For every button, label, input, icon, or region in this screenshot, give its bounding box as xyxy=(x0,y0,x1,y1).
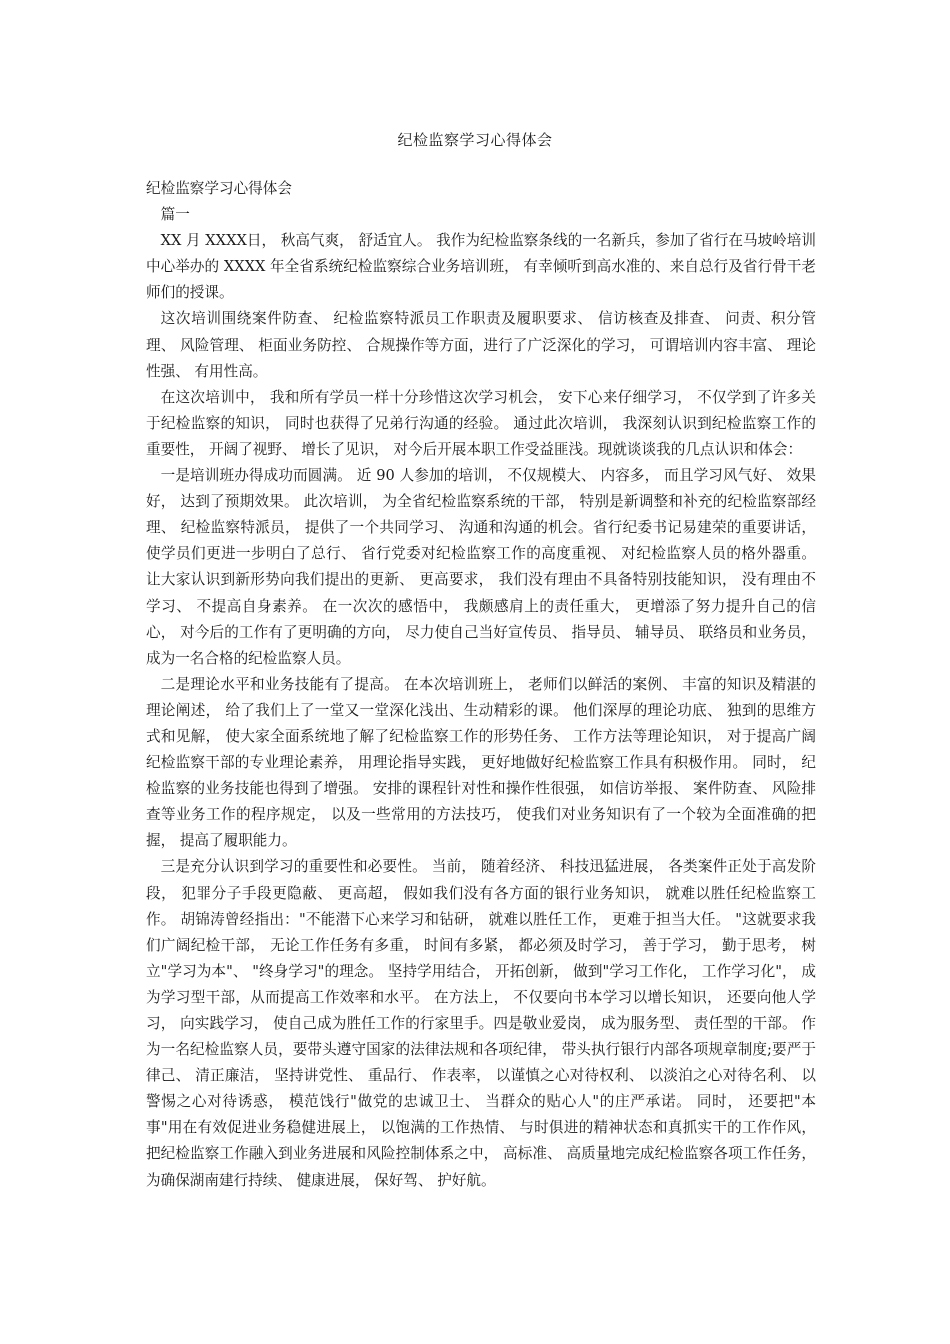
paragraph: XX 月 XXXX日， 秋高气爽， 舒适宜人。 我作为纪检监察条线的一名新兵，参加了省行在马坡岭培训中心举办的 XXXX 年全省系统纪检监察综合业务培训班， 有幸倾听到高水准的、来自总行及省行骨干老师们的授课。 xyxy=(146,232,816,302)
paragraph: 二是理论水平和业务技能有了提高。 在本次培训班上， 老师们以鲜活的案例、 丰富的知识及精湛的理论阐述， 给了我们上了一堂又一堂深化浅出、生动精彩的课。 他们深厚的理论功底、 独到的思维方式和见解， 使大家全面系统地了解了纪检监察工作的形势任务、 工作方法等理论知识， 对于提高广阔纪检监察干部的专业理论素养， 用理论指导实践， 更好地做好纪检监察工作具有积极作用。 同时， 纪检监察的业务技能也得到了增强。 安排的课程针对性和操作性很强， 如信访举报、 案件防查、 风险排查等业务工作的程序规定， 以及一些常用的方法技巧， 使我们对业务知识有了一个较为全面准确的把握， 提高了履职能力。 xyxy=(146,675,816,850)
section-label: 篇一 xyxy=(160,206,190,224)
paragraph: 在这次培训中， 我和所有学员一样十分珍惜这次学习机会， 安下心来仔细学习， 不仅学到了许多关于纪检监察的知识， 同时也获得了兄弟行沟通的经验。 通过此次培训， 我深刻认识到纪检监察工作的重要性， 开阔了视野、 增长了见识， 对今后开展本职工作受益匪浅。现就谈谈我的几点认识和体会： xyxy=(146,388,816,458)
paragraph: 一是培训班办得成功而圆满。 近 90 人参加的培训， 不仅规模大、 内容多， 而且学习风气好、 效果好， 达到了预期效果。 此次培训， 为全省纪检监察系统的干部， 特别是新调整和补充的纪检监察部经理、 纪检监察特派员， 提供了一个共同学习、 沟通和沟通的机会。省行纪委书记易建荣的重要讲话， 使学员们更进一步明白了总行、 省行党委对纪检监察工作的高度重视、 对纪检监察人员的格外器重。 让大家认识到新形势向我们提出的更新、 更高要求， 我们没有理由不具备特别技能知识， 没有理由不学习、 不提高自身素养。 在一次次的感悟中， 我颇感肩上的责任重大， 更增添了努力提升自己的信心， 对今后的工作有了更明确的方向， 尽力使自己当好宣传员、 指导员、 辅导员、 联络员和业务员， 成为一名合格的纪检监察人员。 xyxy=(146,467,816,667)
document-body xyxy=(146,176,816,1194)
paragraph: 三是充分认识到学习的重要性和必要性。 当前， 随着经济、 科技迅猛进展， 各类案件正处于高发阶段， 犯罪分子手段更隐蔽、 更高超， 假如我们没有各方面的银行业务知识， 就难以胜任纪检监察工作。 胡锦涛曾经指出："不能潜下心来学习和钻研， 就难以胜任工作， 更难于担当大任。 "这就要求我们广阔纪检干部， 无论工作任务有多重， 时间有多紧， 都必须及时学习， 善于学习， 勤于思考， 树立"学习为本"、 "终身学习"的理念。 坚持学用结合， 开拓创新， 做到"学习工作化， 工作学习化"， 成为学习型干部，从而提高工作效率和水平。 在方法上， 不仅要向书本学习以增长知识， 还要向他人学习， 向实践学习， 使自己成为胜任工作的行家里手。四是敬业爱岗， 成为服务型、 责任型的干部。 作为一名纪检监察人员，要带头遵守国家的法律法规和各项纪律， 带头执行银行内部各项规章制度;要严于律己、 清正廉洁， 坚持讲党性、 重品行、 作表率， 以谨慎之心对待权利、 以淡泊之心对待名利、 以警惕之心对待诱惑， 模范饯行"做党的忠诚卫士、 当群众的贴心人"的庄严承诺。 同时， 还要把"本事"用在有效促进业务稳健进展上， 以饱满的工作热情、 与时俱进的精神状态和真抓实干的工作作风， 把纪检监察工作融入到业务进展和风险控制体系之中， 高标准、 高质量地完成纪检监察各项工作任务， 为确保湖南建行持续、 健康进展， 保好驾、 护好航。 xyxy=(146,858,816,1189)
document-title: 纪检监察学习心得体会 xyxy=(397,131,553,149)
document-subtitle: 纪检监察学习心得体会 xyxy=(146,180,292,197)
paragraph: 这次培训围绕案件防查、 纪检监察特派员工作职责及履职要求、 信访核查及排查、 问责、积分管理、 风险管理、 柜面业务防控、 合规操作等方面，进行了广泛深化的学习， 可谓培训内容丰富、 理论性强、 有用性高。 xyxy=(146,310,816,380)
